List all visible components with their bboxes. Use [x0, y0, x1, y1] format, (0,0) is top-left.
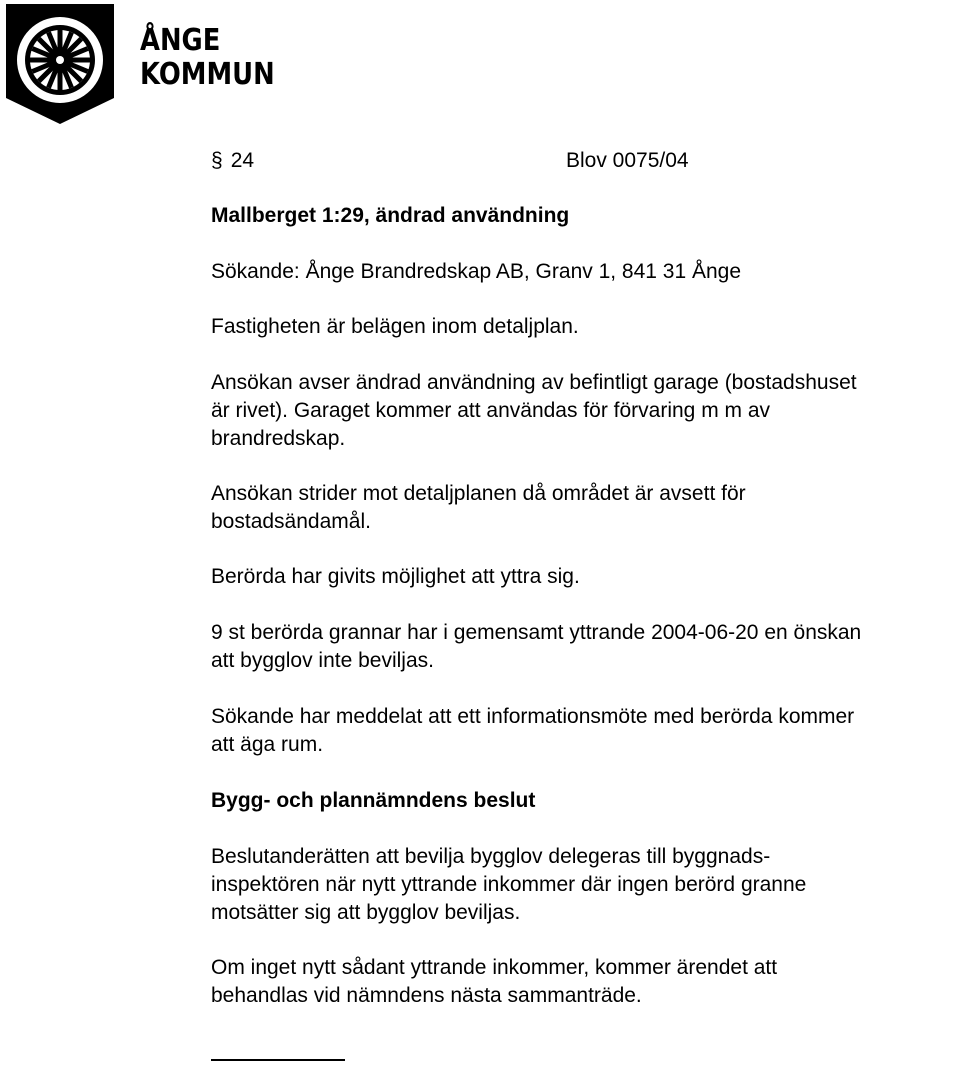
- paragraph-line: att bygglov inte beviljas.: [211, 649, 434, 672]
- item-title: Mallberget 1:29, ändrad användning: [211, 204, 570, 227]
- signature-line: [211, 1059, 345, 1061]
- paragraph-line: Fastigheten är belägen inom detaljplan.: [211, 315, 579, 338]
- paragraph-meeting: [211, 703, 959, 759]
- decision-paragraph-next-meeting: [211, 954, 959, 1010]
- paragraph-line: Beslutanderätten att bevilja bygglov delegeras till byggnads-: [211, 845, 771, 868]
- paragraph-consultation: [211, 563, 959, 591]
- decision-paragraph-delegation: [211, 843, 959, 927]
- paragraph-line: Berörda har givits möjlighet att yttra sig.: [211, 565, 580, 588]
- organization-name-line1: ÅNGE: [140, 23, 221, 58]
- paragraph-line: Sökande har meddelat att ett informationsmöte med berörda kommer: [211, 705, 855, 728]
- paragraph-line: brandredskap.: [211, 427, 346, 450]
- paragraph-neighbours: [211, 619, 959, 675]
- item-header: [211, 147, 959, 175]
- paragraph-zoning: [211, 313, 959, 341]
- paragraph-application: [211, 369, 959, 453]
- paragraph-line: Ansökan strider mot detaljplanen då området är avsett för: [211, 482, 746, 505]
- paragraph-conflict: [211, 480, 959, 536]
- applicant-line: Sökande: Ånge Brandredskap AB, Granv 1, 841 31 Ånge: [211, 260, 742, 283]
- organization-name: [140, 24, 275, 92]
- paragraph-line: inspektören när nytt yttrande inkommer där ingen berörd granne: [211, 873, 807, 896]
- section-symbol: §: [211, 149, 223, 172]
- paragraph-line: Om inget nytt sådant yttrande inkommer, kommer ärendet att: [211, 956, 778, 979]
- case-reference: Blov 0075/04: [566, 149, 689, 172]
- paragraph-line: är rivet). Garaget kommer att användas för förvaring m m av: [211, 399, 771, 422]
- paragraph-line: 9 st berörda grannar har i gemensamt yttrande 2004-06-20 en önskan: [211, 621, 862, 644]
- ange-kommun-logo-emblem: [4, 2, 116, 126]
- paragraph-line: Ansökan avser ändrad användning av befintligt garage (bostadshuset: [211, 371, 857, 394]
- item-number: 24: [230, 149, 255, 172]
- paragraph-line: motsätter sig att bygglov beviljas.: [211, 901, 521, 924]
- decision-heading: Bygg- och plannämndens beslut: [211, 789, 536, 812]
- organization-name-line2: KOMMUN: [140, 57, 275, 92]
- paragraph-line: att äga rum.: [211, 733, 324, 756]
- paragraph-line: behandlas vid nämndens nästa sammanträde.: [211, 984, 642, 1007]
- paragraph-line: bostadsändamål.: [211, 510, 371, 533]
